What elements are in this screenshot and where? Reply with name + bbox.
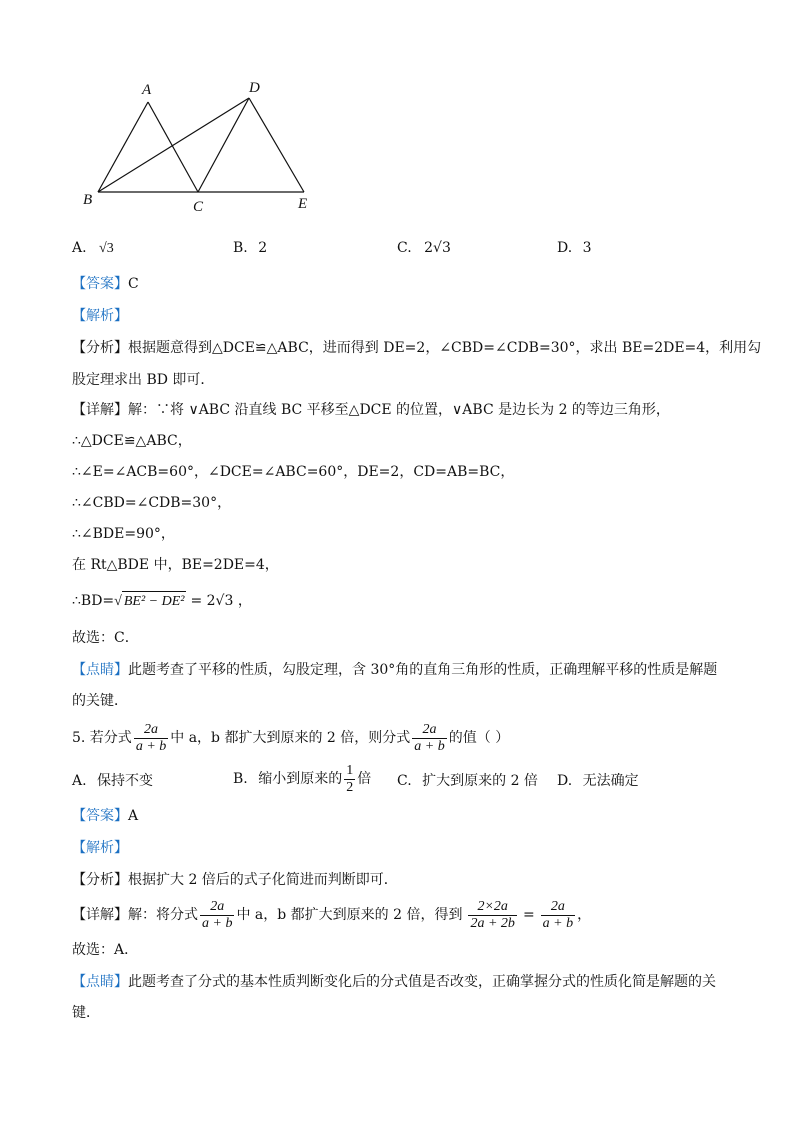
q4-option-a [72, 240, 114, 257]
option-text: 保持不变 [97, 773, 154, 789]
fenxi-tag: 【分析】 [72, 872, 128, 888]
frac-den: a + b [542, 915, 574, 931]
q5-answer [72, 806, 138, 826]
frac-num: 2a [200, 899, 234, 916]
xiangjie-text: 解：∵将 ∨ABC 沿直线 BC 平移至△DCE 的位置，∨ABC 是边长为 2 的等边三角形， [128, 402, 670, 418]
xiangjie-suffix: ， [577, 907, 592, 923]
q5-stem [72, 720, 509, 756]
label-B: B [83, 192, 93, 208]
stem-suffix: 的值（ ） [448, 730, 510, 746]
segment-CD [198, 98, 249, 192]
frac-den: a + b [202, 915, 233, 931]
bd-result: = 2√3 ， [190, 593, 252, 609]
label-A: A [142, 82, 152, 98]
triangle-figure [70, 70, 330, 220]
q4-option-d [557, 240, 592, 256]
frac-den: 2 [346, 779, 354, 795]
xiangjie-mid: 中 a，b 都扩大到原来的 2 倍，得到 [236, 907, 463, 923]
fenxi-tag: 【分析】 [72, 340, 128, 356]
frac-num: 2a [541, 899, 575, 916]
sqrt-radicand: BE² − DE² [122, 591, 187, 612]
segment-DE [249, 98, 304, 192]
option-text: 2 [258, 240, 268, 256]
fraction-2a-over-a-plus-b [541, 899, 575, 932]
q5-fenxi [72, 870, 398, 890]
option-text: 2√3 [424, 240, 451, 256]
q4-step4: ∴∠CBD=∠CDB=30°， [72, 495, 232, 511]
q5-option-a [72, 770, 153, 790]
stem-prefix: 5. 若分式 [72, 730, 132, 746]
xiangjie-tag: 【详解】 [72, 402, 128, 418]
segment-BD [98, 98, 249, 192]
sqrt-sign: √ [114, 594, 122, 609]
label-D: D [249, 80, 260, 96]
label-E: E [298, 196, 308, 212]
fenxi-text: 根据题意得到△DCE≌△ABC，进而得到 DE=2，∠CBD=∠CDB=30°，求出 BE=2DE=4，利用勾 [128, 340, 762, 356]
dianjing-tag: 【点睛】 [72, 974, 128, 990]
dianjing-text: 此题考查了分式的基本性质判断变化后的分式值是否改变，正确掌握分式的性质化简是解题的关 [128, 974, 716, 990]
fraction-2a-over-a-plus-b [134, 722, 168, 755]
frac-den: a + b [135, 738, 167, 754]
answer-value: A [128, 808, 139, 824]
frac-den: a + b [414, 738, 445, 754]
q4-dianjing-line2: 的关键． [72, 693, 128, 709]
q5-choose: 故选：A． [72, 942, 139, 958]
fraction-4a-over-2a-plus-2b [468, 899, 516, 932]
q5-jiexi [72, 838, 128, 858]
bd-prefix: ∴BD= [72, 593, 115, 609]
q4-answer [72, 274, 139, 294]
option-letter: A. [72, 773, 87, 789]
frac-num: 1 [346, 762, 354, 778]
option-text: √3 [99, 241, 114, 256]
option-letter: D. [557, 773, 573, 789]
option-letter: B. [233, 240, 248, 256]
q5-option-d [557, 770, 639, 790]
q5-xiangjie [72, 896, 591, 934]
answer-tag: 【答案】 [72, 808, 128, 824]
q4-jiexi [72, 306, 128, 326]
q5-option-c [397, 770, 538, 790]
option-text: 3 [582, 240, 592, 256]
q4-xiangjie-line1 [72, 400, 670, 420]
frac-num: 2×2a [468, 899, 516, 916]
q5-dianjing-line1 [72, 972, 716, 992]
dianjing-tag: 【点睛】 [72, 662, 128, 678]
q4-dianjing-line1 [72, 660, 717, 680]
fraction-2a-over-a-plus-b [200, 899, 234, 932]
q4-option-c [397, 240, 451, 256]
answer-tag: 【答案】 [72, 276, 128, 292]
fraction-2a-over-a-plus-b [412, 722, 446, 755]
q4-step3: ∴∠E=∠ACB=60°，∠DCE=∠ABC=60°，DE=2，CD=AB=BC， [72, 464, 515, 480]
q4-choose: 故选：C． [72, 630, 139, 646]
xiangjie-prefix: 解：将分式 [128, 907, 198, 923]
segment-AB [98, 102, 148, 192]
fraction-one-half [344, 763, 355, 796]
option-text-after: 倍 [357, 771, 372, 787]
option-text: 扩大到原来的 2 倍 [422, 773, 538, 789]
jiexi-tag: 【解析】 [72, 308, 128, 324]
option-letter: D. [557, 240, 573, 256]
dianjing-text: 此题考查了平移的性质，勾股定理，含 30°角的直角三角形的性质，正确理解平移的性质是解题 [128, 662, 718, 678]
q4-step2: ∴△DCE≌△ABC， [72, 433, 192, 449]
option-letter: A. [72, 240, 87, 256]
option-letter: C. [397, 240, 412, 256]
q5-option-b [233, 762, 371, 796]
option-letter: B. [233, 771, 248, 787]
frac-den: 2a + 2b [470, 915, 515, 931]
equals-sign: = [522, 907, 535, 923]
q4-option-b [233, 240, 267, 256]
option-text: 缩小到原来的 [258, 771, 343, 787]
segment-AC [148, 102, 198, 192]
frac-num: 2a [134, 722, 168, 739]
option-text: 无法确定 [582, 773, 639, 789]
xiangjie-tag: 【详解】 [72, 907, 128, 923]
q4-step6: 在 Rt△BDE 中，BE=2DE=4， [72, 557, 279, 573]
q5-dianjing-line2: 键． [72, 1005, 100, 1021]
option-letter: C. [397, 773, 412, 789]
fenxi-text: 根据扩大 2 倍后的式子化简进而判断即可． [128, 872, 398, 888]
q4-step5: ∴∠BDE=90°， [72, 526, 175, 542]
label-C: C [193, 199, 204, 215]
q4-fenxi-line1 [72, 338, 761, 358]
q4-step7 [72, 591, 252, 612]
frac-num: 2a [412, 722, 446, 739]
answer-value: C [128, 276, 139, 292]
stem-mid: 中 a，b 都扩大到原来的 2 倍，则分式 [170, 730, 411, 746]
q4-fenxi-line2: 股定理求出 BD 即可． [72, 372, 215, 388]
jiexi-tag: 【解析】 [72, 840, 128, 856]
